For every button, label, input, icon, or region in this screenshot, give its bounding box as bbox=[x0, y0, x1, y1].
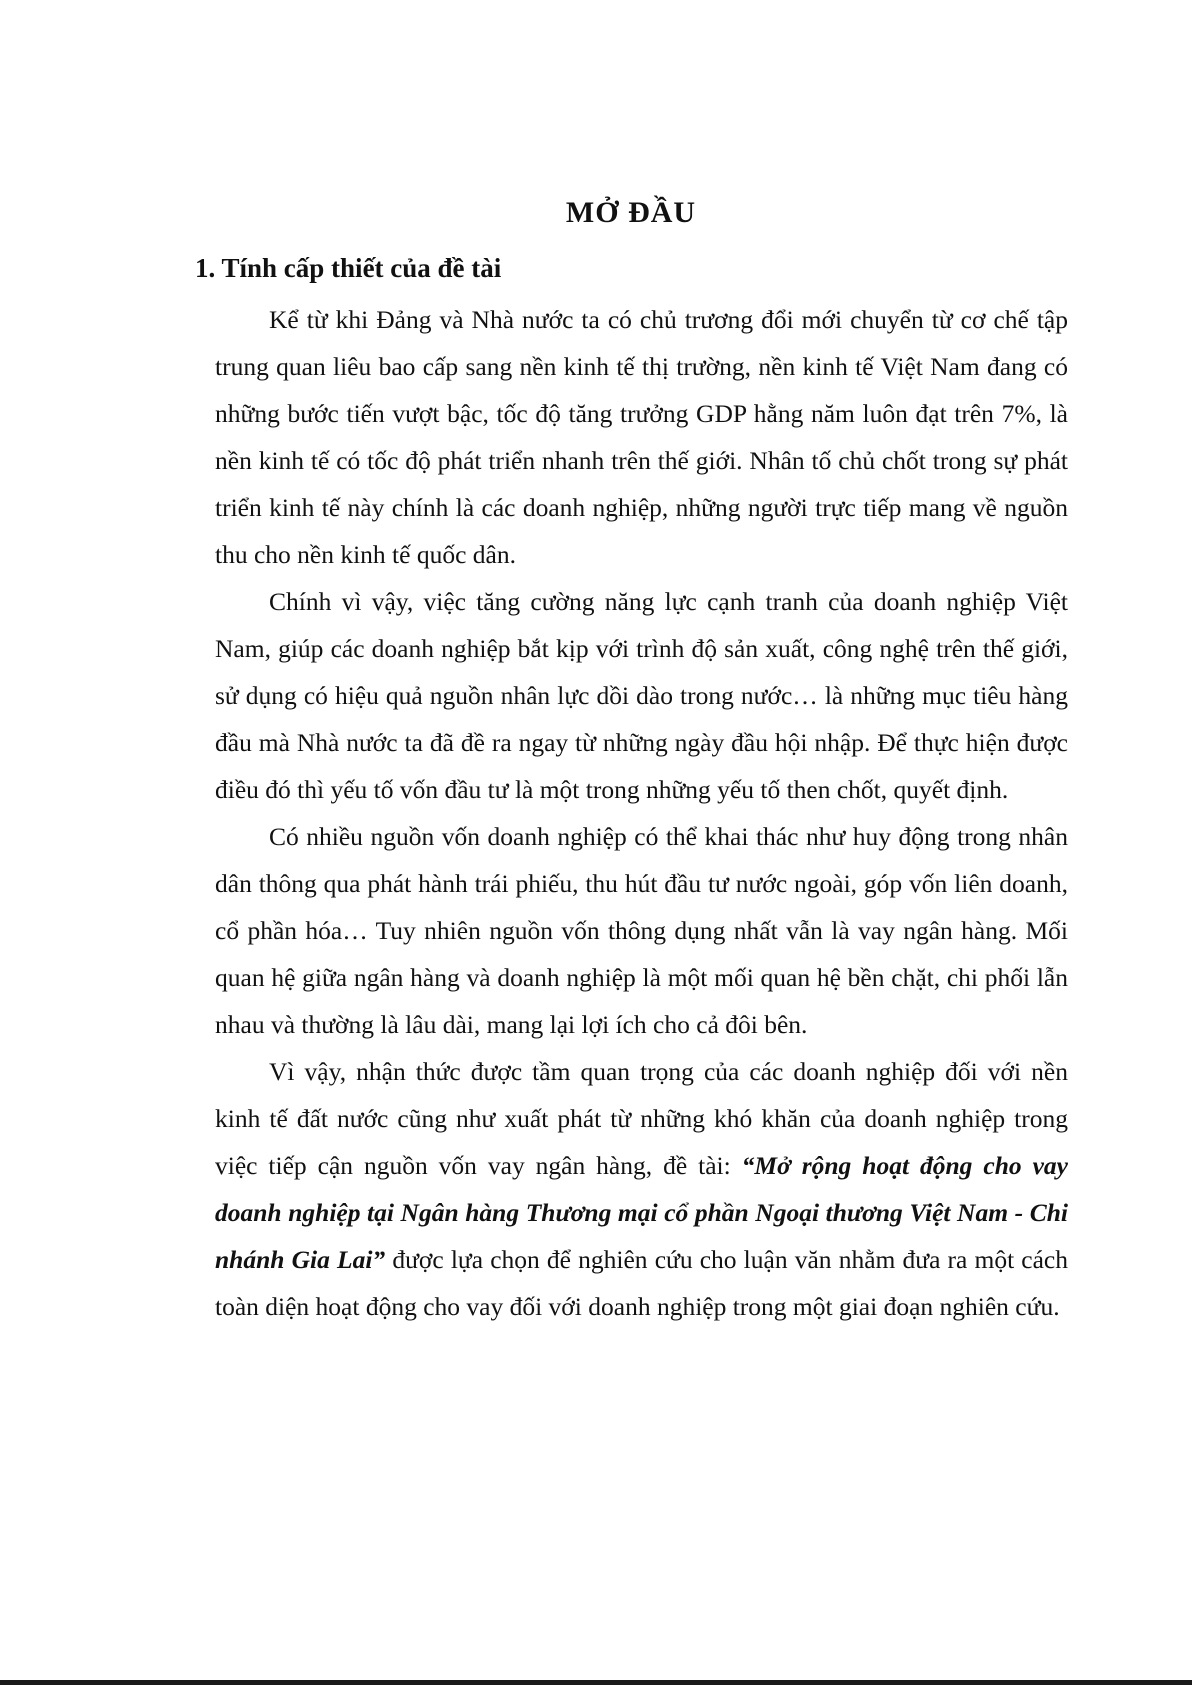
paragraph-1: Kể từ khi Đảng và Nhà nước ta có chủ trương đổi mới chuyển từ cơ chế tập trung quan liêu bao cấp sang nền kinh tế thị trường, nền kinh tế Việt Nam đang có những bước tiến vượt bậc, tốc độ tăng trưởng GDP hằng năm luôn đạt trên 7%, là nền kinh tế có tốc độ phát triển nhanh trên thế giới. Nhân tố chủ chốt trong sự phát triển kinh tế này chính là các doanh nghiệp, những người trực tiếp mang về nguồn thu cho nền kinh tế quốc dân. bbox=[215, 305, 1068, 569]
bottom-border bbox=[0, 1680, 1192, 1685]
page-title: MỞ ĐẦU bbox=[565, 196, 697, 229]
thesis-topic-title: “Mở rộng hoạt động cho vay doanh nghiệp tại Ngân hàng Thương mại cổ phần Ngoại thương Việt Nam - Chi nhánh Gia Lai” bbox=[215, 1151, 1068, 1274]
paragraph-4-text-after: được lựa chọn để nghiên cứu cho luận văn nhằm đưa ra một cách toàn diện hoạt động cho vay đối với doanh nghiệp trong một giai đoạn nghiên cứu. bbox=[215, 1245, 1069, 1321]
body-text bbox=[215, 296, 1068, 1330]
paragraph-4 bbox=[215, 1048, 1068, 1330]
paragraph-3: Có nhiều nguồn vốn doanh nghiệp có thể khai thác như huy động trong nhân dân thông qua phát hành trái phiếu, thu hút đầu tư nước ngoài, góp vốn liên doanh, cổ phần hóa… Tuy nhiên nguồn vốn thông dụng nhất vẫn là vay ngân hàng. Mối quan hệ giữa ngân hàng và doanh nghiệp là một mối quan hệ bền chặt, chi phối lẫn nhau và thường là lâu dài, mang lại lợi ích cho cả đôi bên. bbox=[215, 822, 1068, 1039]
section-heading: 1. Tính cấp thiết của đề tài bbox=[195, 253, 502, 283]
paragraph-4-text-before: Vì vậy, nhận thức được tầm quan trọng của các doanh nghiệp đối với nền kinh tế đất nước cũng như xuất phát từ những khó khăn của doanh nghiệp trong việc tiếp cận nguồn vốn vay ngân hàng, đề tài: bbox=[215, 1057, 1068, 1180]
paragraph-2: Chính vì vậy, việc tăng cường năng lực cạnh tranh của doanh nghiệp Việt Nam, giúp các doanh nghiệp bắt kịp với trình độ sản xuất, công nghệ trên thế giới, sử dụng có hiệu quả nguồn nhân lực dồi dào trong nước… là những mục tiêu hàng đầu mà Nhà nước ta đã đề ra ngay từ những ngày đầu hội nhập. Để thực hiện được điều đó thì yếu tố vốn đầu tư là một trong những yếu tố then chốt, quyết định. bbox=[215, 587, 1068, 804]
